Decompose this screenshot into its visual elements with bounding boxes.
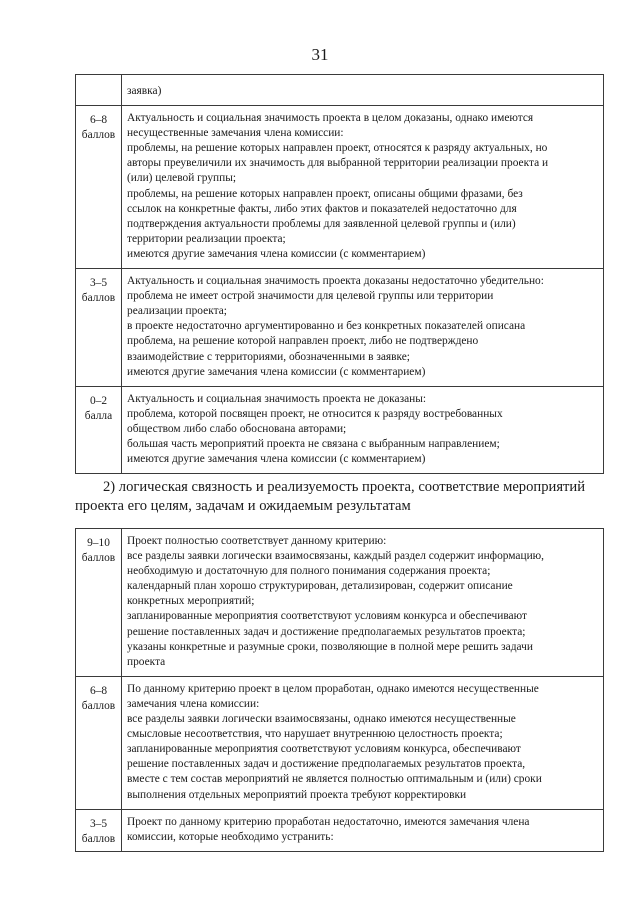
table-row [76, 809, 604, 851]
score-cell [76, 809, 122, 851]
criteria-table-body [76, 529, 604, 852]
description-line: имеются другие замечания члена комиссии (с комментарием) [127, 365, 426, 378]
criterion-heading-line: 2) логическая связность и реализуемость проекта, соответствие мероприятий [103, 479, 586, 495]
description-line: замечания члена комиссии: [127, 697, 260, 710]
score-range: 6–8 [89, 114, 108, 127]
table-row-continuation [76, 75, 604, 106]
table-row [76, 269, 604, 387]
description-line: проблемы, на решение которых направлен проект, относятся к разряду актуальных, но [127, 142, 548, 155]
description-line: имеются другие замечания члена комиссии (с комментарием) [127, 247, 426, 260]
description-line: запланированные мероприятия соответствуют условиям конкурса и обеспечивают [127, 610, 527, 623]
score-unit: балла [84, 409, 113, 422]
description-line: конкретных мероприятий; [127, 595, 255, 608]
description-line: календарный план хорошо структурирован, детализирован, содержит описание [127, 580, 513, 593]
criterion-heading [75, 478, 604, 516]
description-cell [122, 106, 604, 269]
description-line: смысловые несоответствия, что нарушает внутреннюю целостность проекта; [127, 728, 503, 741]
description-line: запланированные мероприятия соответствуют условиям конкурса, обеспечивают [127, 743, 521, 756]
description-line: Актуальность и социальная значимость проекта доказаны недостаточно убедительно: [127, 275, 544, 288]
description-line: обществом либо слабо обоснована авторами; [127, 422, 347, 435]
score-cell [76, 75, 122, 106]
description-line: заявка) [127, 85, 162, 97]
description-cell [122, 269, 604, 387]
description-line: большая часть мероприятий проекта не связана с выбранным направлением; [127, 437, 500, 450]
criterion-heading-line: проекта его целям, задачам и ожидаемым результатам [75, 498, 411, 514]
description-line: проблема, которой посвящен проект, не относится к разряду востребованных [127, 407, 503, 420]
score-range: 0–2 [89, 394, 108, 407]
description-cell [122, 75, 604, 106]
description-cell [122, 529, 604, 677]
description-line: в проекте недостаточно аргументированно и без конкретных показателей описана [127, 320, 526, 333]
description-line: (или) целевой группы; [127, 172, 237, 185]
score-cell [76, 386, 122, 473]
score-cell [76, 676, 122, 809]
criteria-table-body [76, 75, 604, 474]
description-line: все разделы заявки логически взаимосвязаны, однако имеются несущественные [127, 713, 516, 726]
description-line: По данному критерию проект в целом проработан, однако имеются несущественные [127, 682, 539, 695]
criteria-table-actuality [75, 74, 604, 474]
description-cell [122, 809, 604, 851]
score-unit: баллов [81, 292, 116, 305]
description-line: несущественные замечания члена комиссии: [127, 127, 344, 140]
description-line: имеются другие замечания члена комиссии (с комментарием) [127, 453, 426, 466]
description-line: реализации проекта; [127, 305, 227, 318]
score-range: 9–10 [87, 537, 110, 549]
table-row [76, 676, 604, 809]
score-cell [76, 269, 122, 387]
description-line: Актуальность и социальная значимость проекта не доказаны: [127, 392, 427, 405]
description-line: выполнения отдельных мероприятий проекта требуют корректировки [127, 788, 467, 801]
score-cell [76, 106, 122, 269]
score-unit: баллов [81, 129, 116, 142]
description-line: проблема не имеет острой значимости для целевой группы или территории [127, 290, 494, 303]
description-line: указаны конкретные и разумные сроки, позволяющие в полной мере решить задачи [127, 640, 533, 653]
description-line: Проект по данному критерию проработан недостаточно, имеются замечания члена [127, 815, 530, 828]
score-cell [76, 529, 122, 677]
description-line: авторы преувеличили их значимость для выбранной территории реализации проекта и [127, 157, 549, 170]
score-range: 3–5 [89, 817, 108, 830]
description-line: Проект полностью соответствует данному критерию: [127, 535, 387, 547]
score-unit: баллов [81, 699, 116, 712]
score-range: 3–5 [89, 277, 108, 290]
description-line: проблемы, на решение которых направлен проект, описаны общими фразами, без [127, 187, 523, 200]
description-line: взаимодействие с территориями, обозначенными в заявке; [127, 350, 410, 363]
table-row [76, 106, 604, 269]
description-line: территории реализации проекта; [127, 232, 286, 245]
description-line: необходимую и достаточную для полного понимания содержания проекта; [127, 565, 491, 578]
description-line: вместе с тем состав мероприятий не является полностью оптимальным и (или) сроки [127, 773, 542, 786]
criteria-table-logic [75, 528, 604, 852]
description-line: решение поставленных задач и достижение предполагаемых результатов проекта; [127, 625, 526, 638]
description-cell [122, 676, 604, 809]
description-line: проблема, на решение которой направлен проект, либо не подтверждено [127, 335, 479, 348]
score-range: 6–8 [89, 684, 108, 697]
description-line: комиссии, которые необходимо устранить: [127, 830, 334, 843]
description-line: Актуальность и социальная значимость проекта в целом доказаны, однако имеются [127, 112, 534, 125]
description-line: подтверждения актуальности проблемы для заявленной целевой группы и (или) [127, 217, 516, 230]
table-row [76, 529, 604, 677]
description-line: ссылок на конкретные факты, либо этих фактов и показателей недостаточно для [127, 202, 517, 215]
description-line: проекта [127, 655, 166, 668]
score-unit: баллов [81, 832, 116, 845]
description-line: все разделы заявки логически взаимосвязаны, каждый раздел содержит информацию, [127, 550, 545, 563]
score-unit: баллов [81, 552, 116, 565]
table-row [76, 386, 604, 473]
description-cell [122, 386, 604, 473]
page-number: 31 [311, 45, 329, 64]
description-line: решение поставленных задач и достижение предполагаемых результатов проекта, [127, 758, 526, 771]
